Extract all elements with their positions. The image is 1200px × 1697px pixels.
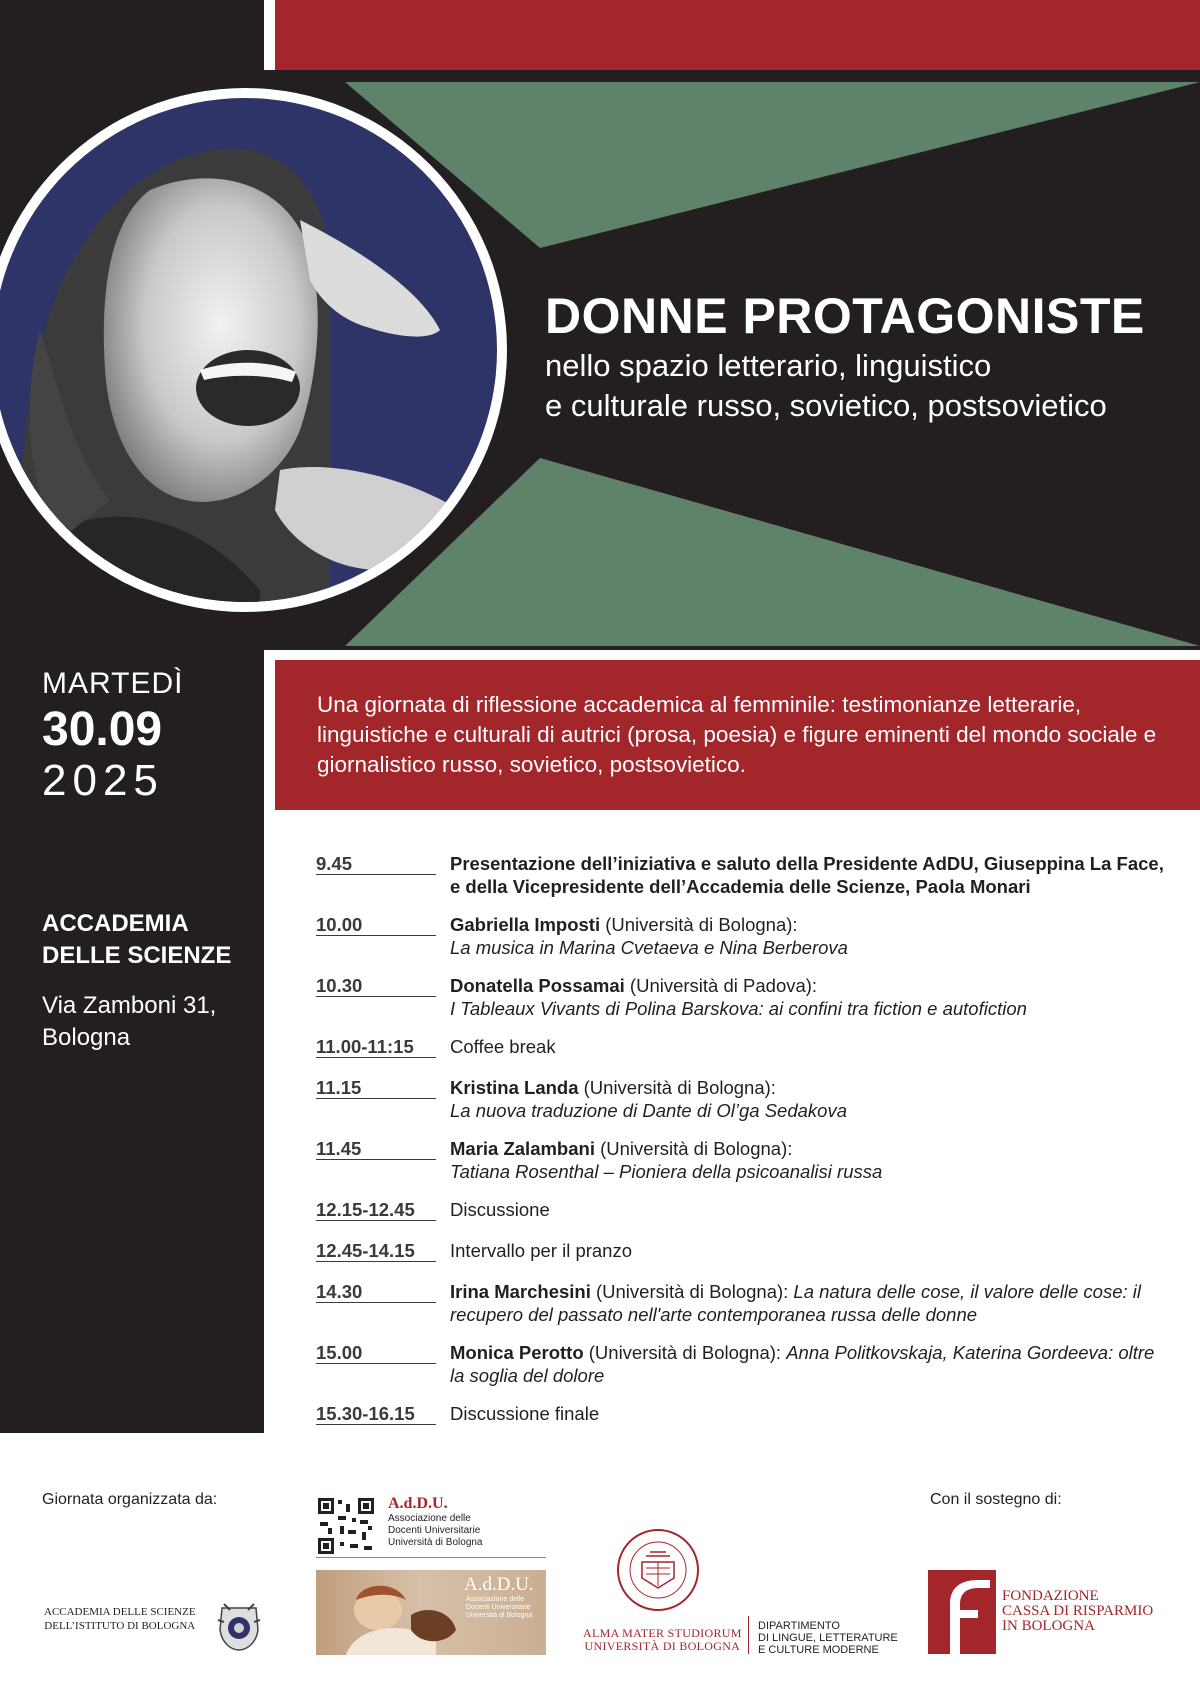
- program-time: 9.45: [316, 852, 436, 875]
- addu-divider: [316, 1557, 546, 1558]
- accademia-logo-line2: DELL’ISTITUTO DI BOLOGNA: [44, 1620, 196, 1632]
- program-body: [450, 974, 1170, 1020]
- event-venue: [42, 908, 252, 1054]
- program-time: 14.30: [316, 1280, 436, 1303]
- program-body: [450, 1198, 1170, 1221]
- program-time: 15.00: [316, 1341, 436, 1364]
- program-speaker: Irina Marchesini: [450, 1281, 591, 1302]
- addu-banner-sub-line2: Docenti Universitarie: [466, 1604, 531, 1611]
- program-speaker: Maria Zalambani: [450, 1138, 595, 1159]
- program-time: 15.30-16.15: [316, 1402, 436, 1425]
- program-speaker: Gabriella Imposti: [450, 914, 601, 935]
- program-affiliation: (Università di Bologna):: [594, 1138, 793, 1159]
- program-body: [450, 1341, 1170, 1387]
- unibo-name: [583, 1627, 742, 1653]
- program-time: 10.00: [316, 913, 436, 936]
- program-row: [316, 1137, 1186, 1183]
- unibo-dept-line2: DI LINGUE, LETTERATURE: [758, 1632, 898, 1644]
- accademia-emblem-icon: [216, 1600, 262, 1652]
- program-talk-title: Anna Politkovskaja, Katerina Gordeeva: oltre la soglia del dolore: [450, 1342, 1155, 1386]
- program-body: [450, 852, 1170, 898]
- program-item: Coffee break: [450, 1036, 556, 1057]
- program-affiliation: (Università di Bologna):: [600, 914, 798, 935]
- program-speaker: Kristina Landa: [450, 1077, 579, 1098]
- program-body: [450, 1076, 1170, 1122]
- program-row: [316, 852, 1186, 898]
- date-year: 2025: [42, 756, 164, 805]
- unibo-seal-icon: [616, 1528, 700, 1612]
- program-time: 12.15-12.45: [316, 1198, 436, 1221]
- program-body: [450, 1402, 1170, 1425]
- program-time: 11.45: [316, 1137, 436, 1160]
- unibo-divider: [748, 1616, 749, 1654]
- addu-banner-sub-line3: Università di Bologna: [466, 1612, 533, 1619]
- program-body: [450, 1137, 1170, 1183]
- program-body: [450, 913, 1170, 959]
- unibo-dept-line3: E CULTURE MODERNE: [758, 1644, 879, 1656]
- unibo-department: [758, 1620, 898, 1656]
- program-speaker: Monica Perotto: [450, 1342, 584, 1363]
- addu-title: A.d.D.U.: [388, 1495, 448, 1512]
- event-subtitle-line2: e culturale russo, sovietico, postsovietico: [545, 388, 1107, 423]
- fondazione-name: [1002, 1589, 1153, 1634]
- program-time: 11.15: [316, 1076, 436, 1099]
- program-row: [316, 1402, 1186, 1425]
- event-date: [42, 664, 183, 806]
- addu-banner-title: A.d.D.U.: [464, 1574, 534, 1595]
- date-weekday: MARTEDÌ: [42, 667, 184, 700]
- program-talk-title: La musica in Marina Cvetaeva e Nina Berberova: [450, 937, 848, 958]
- program-speaker: Presentazione dell’iniziativa e saluto della Presidente AdDU, Giuseppina La Face, e della Vicepresidente dell’Accademia delle Scienze, Paola Monari: [450, 853, 1164, 897]
- fondazione-line2: CASSA DI RISPARMIO: [1002, 1603, 1154, 1619]
- venue-name: ACCADEMIA DELLE SCIENZE: [42, 910, 232, 969]
- program-body: [450, 1035, 1170, 1058]
- program-talk-title: La nuova traduzione di Dante di Ol’ga Sedakova: [450, 1100, 847, 1121]
- addu-banner-sub-line1: Associazione delle: [466, 1596, 524, 1603]
- hero-title-block: [545, 286, 1185, 426]
- program-row: [316, 913, 1186, 959]
- top-red-bar: [275, 0, 1200, 70]
- addu-logo: [388, 1495, 483, 1549]
- qr-code-icon[interactable]: [316, 1496, 376, 1556]
- program-row: [316, 1198, 1186, 1221]
- program-item: Discussione finale: [450, 1403, 600, 1424]
- program-row: [316, 1341, 1186, 1387]
- program-time: 11.00-11:15: [316, 1035, 436, 1058]
- program-time: 10.30: [316, 974, 436, 997]
- program-affiliation: (Università di Padova):: [624, 975, 818, 996]
- venue-address: Via Zamboni 31, Bologna: [42, 992, 217, 1051]
- addu-sub-line2: Docenti Universitarie: [388, 1525, 481, 1536]
- program-speaker: Donatella Possamai: [450, 975, 625, 996]
- supported-by-label: Con il sostegno di:: [930, 1491, 1062, 1508]
- addu-sub-line1: Associazione delle: [388, 1513, 471, 1524]
- event-title: DONNE PROTAGONISTE: [545, 288, 1145, 344]
- program-body: [450, 1239, 1170, 1262]
- program-row: [316, 1076, 1186, 1122]
- accademia-logo-text: [44, 1605, 196, 1633]
- unibo-name-line2: UNIVERSITÀ DI BOLOGNA: [584, 1639, 741, 1653]
- program-affiliation: (Università di Bologna):: [590, 1281, 794, 1302]
- date-day-month: 30.09: [42, 703, 163, 756]
- event-subtitle-line1: nello spazio letterario, linguistico: [545, 348, 992, 383]
- unibo-name-line1: ALMA MATER STUDIORUM: [583, 1626, 742, 1640]
- program-item: Intervallo per il pranzo: [450, 1240, 633, 1261]
- fondazione-line1: FONDAZIONE: [1002, 1588, 1099, 1604]
- organized-by-label: Giornata organizzata da:: [42, 1491, 218, 1508]
- program-time: 12.45-14.15: [316, 1239, 436, 1262]
- program-list: [316, 852, 1186, 1425]
- fondazione-logo-icon: [928, 1570, 996, 1654]
- unibo-dept-line1: DIPARTIMENTO: [758, 1620, 840, 1632]
- program-talk-title: La natura delle cose, il valore delle cose: il recupero del passato nell'arte contemporanea russa delle donne: [450, 1281, 1142, 1325]
- program-body: [450, 1280, 1170, 1326]
- accademia-logo-line1: ACCADEMIA DELLE SCIENZE: [44, 1606, 196, 1618]
- program-row: [316, 1280, 1186, 1326]
- program-row: [316, 974, 1186, 1020]
- addu-banner-sub: [466, 1596, 532, 1620]
- addu-banner-image: [316, 1570, 546, 1655]
- intro-text: Una giornata di riflessione accademica al femminile: testimonianze letterarie, linguistiche e culturali di autrici (prosa, poesia) e figure eminenti del mondo sociale e giornalistico russo, sovietico, postsovietico.: [317, 692, 1157, 777]
- program-row: [316, 1239, 1186, 1262]
- program-affiliation: (Università di Bologna):: [583, 1342, 787, 1363]
- program-row: [316, 1035, 1186, 1058]
- program-item: Discussione: [450, 1199, 550, 1220]
- program-affiliation: (Università di Bologna):: [578, 1077, 776, 1098]
- fondazione-line3: IN BOLOGNA: [1002, 1618, 1095, 1634]
- intro-box: [275, 660, 1200, 810]
- program-talk-title: Tatiana Rosenthal – Pioniera della psicoanalisi russa: [450, 1161, 883, 1182]
- program-talk-title: I Tableaux Vivants di Polina Barskova: ai confini tra fiction e autofiction: [450, 998, 1027, 1019]
- addu-sub-line3: Università di Bologna: [388, 1537, 483, 1548]
